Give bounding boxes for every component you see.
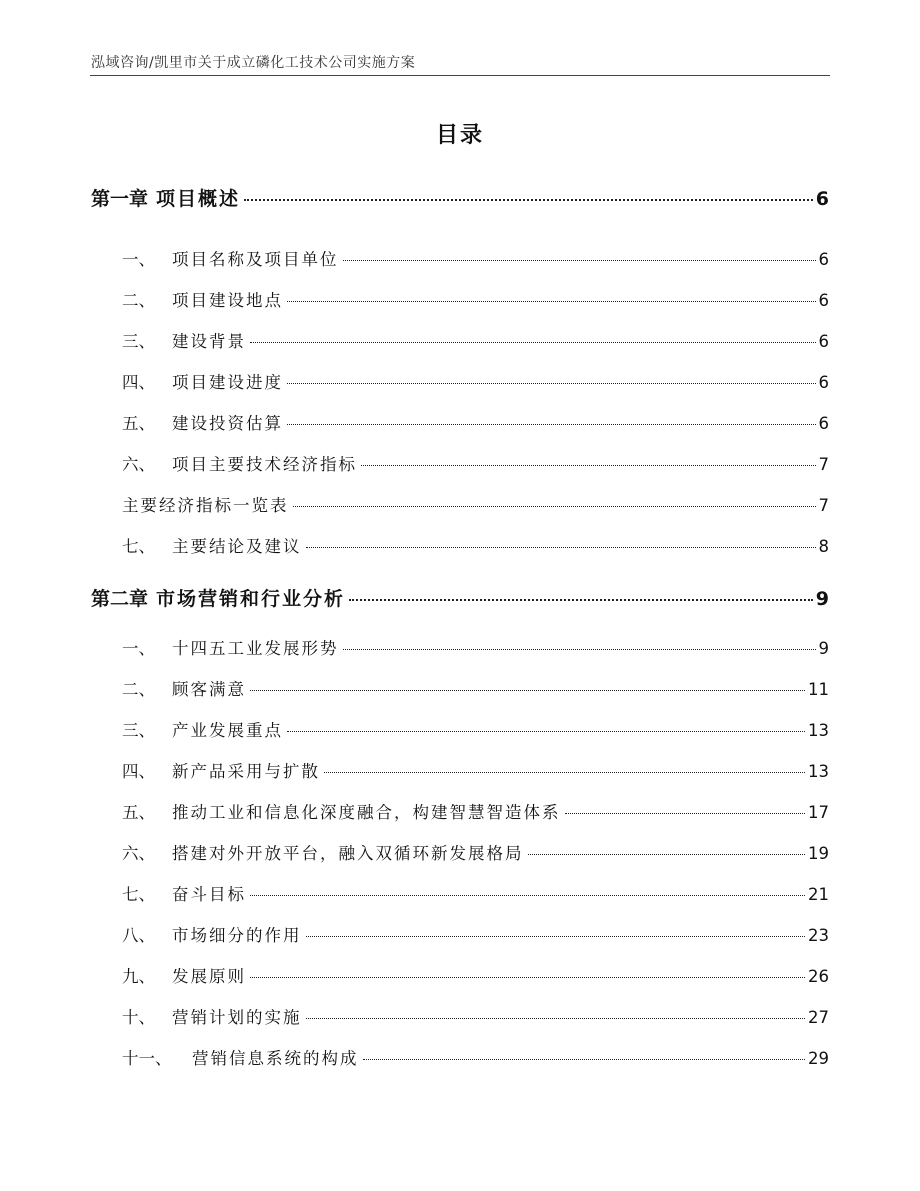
toc-dot-leader bbox=[293, 506, 816, 507]
toc-section[interactable] bbox=[122, 635, 829, 659]
toc-section-number: 十、 bbox=[122, 1008, 155, 1027]
toc-section[interactable] bbox=[122, 676, 829, 700]
toc-section-number: 三、 bbox=[122, 721, 155, 740]
toc-dot-leader bbox=[343, 649, 816, 650]
toc-dot-leader bbox=[528, 854, 806, 855]
toc-section[interactable] bbox=[122, 1004, 829, 1028]
toc-chapter[interactable] bbox=[91, 584, 829, 611]
toc-section[interactable] bbox=[122, 758, 829, 782]
toc-section-number: 三、 bbox=[122, 332, 155, 351]
toc-section[interactable] bbox=[122, 533, 829, 557]
toc-section-label: 项目建设地点 bbox=[172, 291, 283, 310]
toc-section-label: 市场细分的作用 bbox=[172, 926, 302, 945]
toc-subentry[interactable] bbox=[122, 492, 829, 516]
toc-page-number: 23 bbox=[808, 926, 829, 945]
toc-section[interactable] bbox=[122, 717, 829, 741]
toc-section[interactable] bbox=[122, 287, 829, 311]
toc-page-number: 7 bbox=[818, 496, 829, 515]
toc-dot-leader bbox=[306, 547, 816, 548]
toc-section[interactable] bbox=[122, 328, 829, 352]
toc-section[interactable] bbox=[122, 922, 829, 946]
toc-page-number: 6 bbox=[818, 332, 829, 351]
toc-page-number: 17 bbox=[808, 803, 829, 822]
toc-page-number: 6 bbox=[815, 188, 829, 210]
toc-page-number: 6 bbox=[818, 250, 829, 269]
toc-dot-leader bbox=[306, 1018, 806, 1019]
toc-section-number: 十一、 bbox=[122, 1049, 172, 1068]
toc-chapter-number: 第二章 bbox=[91, 588, 149, 610]
toc-section[interactable] bbox=[122, 1045, 829, 1069]
toc-page-number: 11 bbox=[808, 680, 829, 699]
toc-page-number: 19 bbox=[808, 844, 829, 863]
toc-dot-leader bbox=[250, 342, 816, 343]
toc-section-label: 营销计划的实施 bbox=[172, 1008, 302, 1027]
toc-page-number: 21 bbox=[808, 885, 829, 904]
toc-section-label: 营销信息系统的构成 bbox=[192, 1049, 359, 1068]
toc-section-number: 六、 bbox=[122, 455, 155, 474]
toc-section-number: 四、 bbox=[122, 373, 155, 392]
toc-page-number: 13 bbox=[808, 762, 829, 781]
toc-page-number: 6 bbox=[818, 373, 829, 392]
toc-dot-leader bbox=[363, 1059, 806, 1060]
toc-dot-leader bbox=[324, 772, 805, 773]
toc-section[interactable] bbox=[122, 963, 829, 987]
toc-page-number: 27 bbox=[808, 1008, 829, 1027]
toc-title: 目录 bbox=[435, 123, 484, 148]
toc-page-number: 6 bbox=[818, 291, 829, 310]
toc-section-number: 七、 bbox=[122, 885, 155, 904]
header-divider bbox=[90, 75, 830, 76]
toc-dot-leader bbox=[361, 465, 816, 466]
toc-dot-leader bbox=[287, 731, 805, 732]
toc-section[interactable] bbox=[122, 246, 829, 270]
toc-dot-leader bbox=[287, 424, 816, 425]
page-header: 泓域咨询/凯里市关于成立磷化工技术公司实施方案 bbox=[91, 55, 416, 71]
toc-page-number: 6 bbox=[818, 414, 829, 433]
toc-dot-leader bbox=[287, 301, 816, 302]
toc-page-number: 9 bbox=[818, 639, 829, 658]
toc-page-number: 26 bbox=[808, 967, 829, 986]
toc-section-number: 七、 bbox=[122, 537, 155, 556]
toc-section-label: 十四五工业发展形势 bbox=[172, 639, 339, 658]
toc-section[interactable] bbox=[122, 881, 829, 905]
toc-section-label: 项目名称及项目单位 bbox=[172, 250, 339, 269]
toc-section[interactable] bbox=[122, 410, 829, 434]
toc-section-number: 二、 bbox=[122, 291, 155, 310]
toc-dot-leader bbox=[250, 895, 805, 896]
toc-section-label: 搭建对外开放平台，融入双循环新发展格局 bbox=[172, 844, 524, 863]
toc-section-label: 建设投资估算 bbox=[172, 414, 283, 433]
toc-page-number: 9 bbox=[815, 588, 829, 610]
toc-section-label: 产业发展重点 bbox=[172, 721, 283, 740]
toc-section[interactable] bbox=[122, 840, 829, 864]
toc-section[interactable] bbox=[122, 799, 829, 823]
toc-section-number: 一、 bbox=[122, 639, 155, 658]
toc-section-label: 顾客满意 bbox=[172, 680, 246, 699]
toc-section-label: 推动工业和信息化深度融合，构建智慧智造体系 bbox=[172, 803, 561, 822]
toc-section-number: 五、 bbox=[122, 414, 155, 433]
toc-section-label: 项目主要技术经济指标 bbox=[172, 455, 357, 474]
toc-chapter[interactable] bbox=[91, 184, 829, 211]
toc-page-number: 8 bbox=[818, 537, 829, 556]
toc-dot-leader bbox=[565, 813, 806, 814]
toc-section-number: 四、 bbox=[122, 762, 155, 781]
toc-chapter-label: 项目概述 bbox=[156, 188, 241, 210]
toc-page-number: 7 bbox=[818, 455, 829, 474]
toc-section-number: 一、 bbox=[122, 250, 155, 269]
toc-section-label: 主要结论及建议 bbox=[172, 537, 302, 556]
toc-dot-leader bbox=[349, 599, 813, 601]
toc-dot-leader bbox=[244, 199, 813, 201]
toc-section-label: 新产品采用与扩散 bbox=[172, 762, 320, 781]
toc-chapter-number: 第一章 bbox=[91, 188, 149, 210]
toc-dot-leader bbox=[250, 977, 805, 978]
toc-dot-leader bbox=[306, 936, 806, 937]
toc-page-number: 13 bbox=[808, 721, 829, 740]
toc-page-number: 29 bbox=[808, 1049, 829, 1068]
toc-dot-leader bbox=[250, 690, 805, 691]
toc-chapter-label: 市场营销和行业分析 bbox=[156, 588, 346, 610]
toc-dot-leader bbox=[287, 383, 816, 384]
toc-section-number: 五、 bbox=[122, 803, 155, 822]
toc-dot-leader bbox=[343, 260, 816, 261]
toc-section-label: 奋斗目标 bbox=[172, 885, 246, 904]
toc-section-label: 发展原则 bbox=[172, 967, 246, 986]
toc-section-number: 九、 bbox=[122, 967, 155, 986]
toc-section-label: 建设背景 bbox=[172, 332, 246, 351]
toc-section-label: 项目建设进度 bbox=[172, 373, 283, 392]
toc-section-number: 二、 bbox=[122, 680, 155, 699]
toc-subentry-label: 主要经济指标一览表 bbox=[122, 496, 289, 515]
toc-section-number: 六、 bbox=[122, 844, 155, 863]
toc-section[interactable] bbox=[122, 369, 829, 393]
toc-section-number: 八、 bbox=[122, 926, 155, 945]
toc-section[interactable] bbox=[122, 451, 829, 475]
